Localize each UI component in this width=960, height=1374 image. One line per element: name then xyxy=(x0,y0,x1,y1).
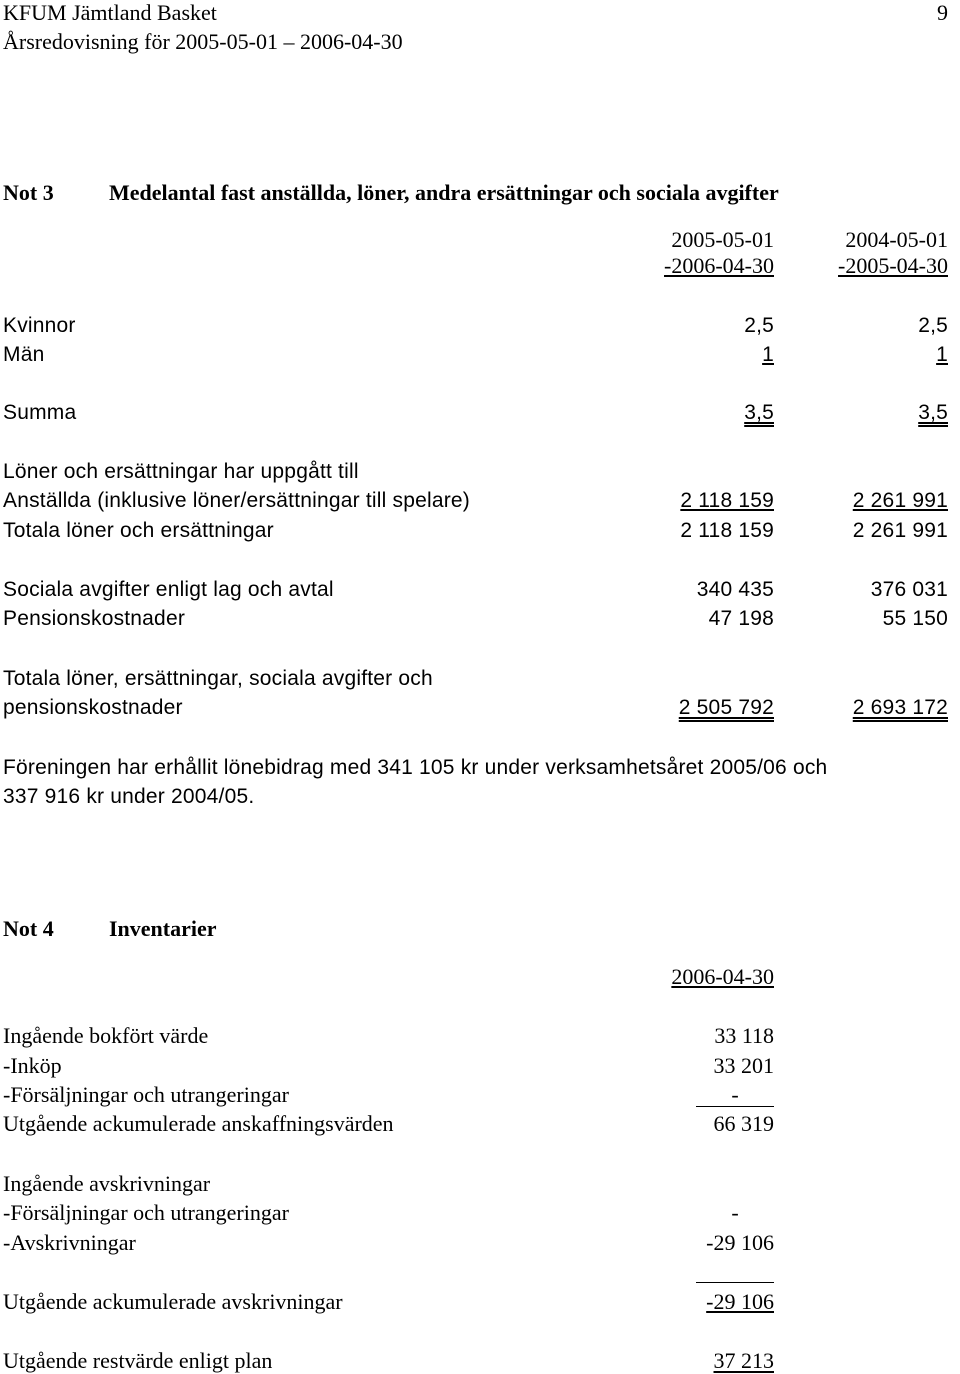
row-label-totalt-line2: pensionskostnader xyxy=(3,696,183,719)
row-value-totalt-2004-05: 2 693 172 xyxy=(852,696,948,719)
subtotal-rule xyxy=(696,1282,774,1283)
organization-name: KFUM Jämtland Basket xyxy=(3,0,217,25)
row-label-inkop: -Inköp xyxy=(3,1053,62,1078)
note4-title: Inventarier xyxy=(109,916,217,941)
row-label-avskrivningar: -Avskrivningar xyxy=(3,1230,136,1255)
row-value-kvinnor-2005-06: 2,5 xyxy=(744,314,774,337)
note3-col1-header-line1: 2005-05-01 xyxy=(671,227,774,252)
footnote-line1: Föreningen har erhållit lönebidrag med 341 105 kr under verksamhetsåret 2005/06 och xyxy=(3,756,828,779)
row-value-anstallda-2004-05: 2 261 991 xyxy=(852,489,948,512)
row-value-kvinnor-2004-05: 2,5 xyxy=(918,314,948,337)
row-label-kvinnor: Kvinnor xyxy=(3,314,76,337)
row-label-utgaende-avskrivningar: Utgående ackumulerade avskrivningar xyxy=(3,1289,343,1314)
note3-col2-header-line1: 2004-05-01 xyxy=(845,227,948,252)
row-label-pension: Pensionskostnader xyxy=(3,607,186,630)
salaries-heading: Löner och ersättningar har uppgått till xyxy=(3,460,359,483)
row-value-avskrivningar: -29 106 xyxy=(706,1230,774,1255)
note3-col1-header-line2: -2006-04-30 xyxy=(664,253,774,278)
row-label-forsaljningar-1: -Försäljningar och utrangeringar xyxy=(3,1082,289,1107)
row-value-totala-loner-2004-05: 2 261 991 xyxy=(852,519,948,542)
row-value-utgaende-anskaffning: 66 319 xyxy=(713,1111,774,1136)
row-label-totala-loner: Totala löner och ersättningar xyxy=(3,519,274,542)
row-value-totala-loner-2005-06: 2 118 159 xyxy=(680,519,774,542)
row-label-forsaljningar-2: -Försäljningar och utrangeringar xyxy=(3,1200,289,1225)
row-value-forsaljningar-2: - xyxy=(731,1200,739,1225)
note4-col-header: 2006-04-30 xyxy=(671,964,774,989)
row-value-ingaende-bokfort: 33 118 xyxy=(714,1023,774,1048)
row-value-pension-2004-05: 55 150 xyxy=(882,607,948,630)
note3-label: Not 3 xyxy=(3,180,54,205)
row-label-restvarde: Utgående restvärde enligt plan xyxy=(3,1348,273,1373)
row-value-restvarde: 37 213 xyxy=(713,1348,774,1373)
row-label-totalt-line1: Totala löner, ersättningar, sociala avgifter och xyxy=(3,667,433,690)
row-label-anstallda: Anställda (inklusive löner/ersättningar till spelare) xyxy=(3,489,470,512)
row-value-sociala-2004-05: 376 031 xyxy=(870,578,948,601)
row-value-anstallda-2005-06: 2 118 159 xyxy=(680,489,774,512)
note3-col2-header-line2: -2005-04-30 xyxy=(838,253,948,278)
row-value-sociala-2005-06: 340 435 xyxy=(696,578,774,601)
row-value-pension-2005-06: 47 198 xyxy=(708,607,774,630)
row-label-ingaende-bokfort: Ingående bokfört värde xyxy=(3,1023,209,1048)
note4-label: Not 4 xyxy=(3,916,54,941)
row-value-inkop: 33 201 xyxy=(713,1053,774,1078)
note3-title: Medelantal fast anställda, löner, andra ersättningar och sociala avgifter xyxy=(109,180,779,205)
footnote-line2: 337 916 kr under 2004/05. xyxy=(3,785,255,808)
row-label-sociala: Sociala avgifter enligt lag och avtal xyxy=(3,578,334,601)
row-value-summa-2005-06: 3,5 xyxy=(744,401,774,424)
row-label-man: Män xyxy=(3,343,45,366)
row-value-forsaljningar-1: - xyxy=(731,1082,739,1107)
report-subtitle: Årsredovisning för 2005-05-01 – 2006-04-30 xyxy=(3,29,403,54)
row-value-man-2005-06: 1 xyxy=(762,343,774,366)
row-label-utgaende-anskaffning: Utgående ackumulerade anskaffningsvärden xyxy=(3,1111,394,1136)
row-value-summa-2004-05: 3,5 xyxy=(918,401,948,424)
row-label-ingaende-avskrivningar: Ingående avskrivningar xyxy=(3,1171,211,1196)
row-value-utgaende-avskrivningar: -29 106 xyxy=(706,1289,774,1314)
row-value-totalt-2005-06: 2 505 792 xyxy=(678,696,774,719)
page-number: 9 xyxy=(937,0,948,25)
subtotal-rule xyxy=(696,1106,774,1107)
row-label-summa: Summa xyxy=(3,401,77,424)
row-value-man-2004-05: 1 xyxy=(936,343,948,366)
